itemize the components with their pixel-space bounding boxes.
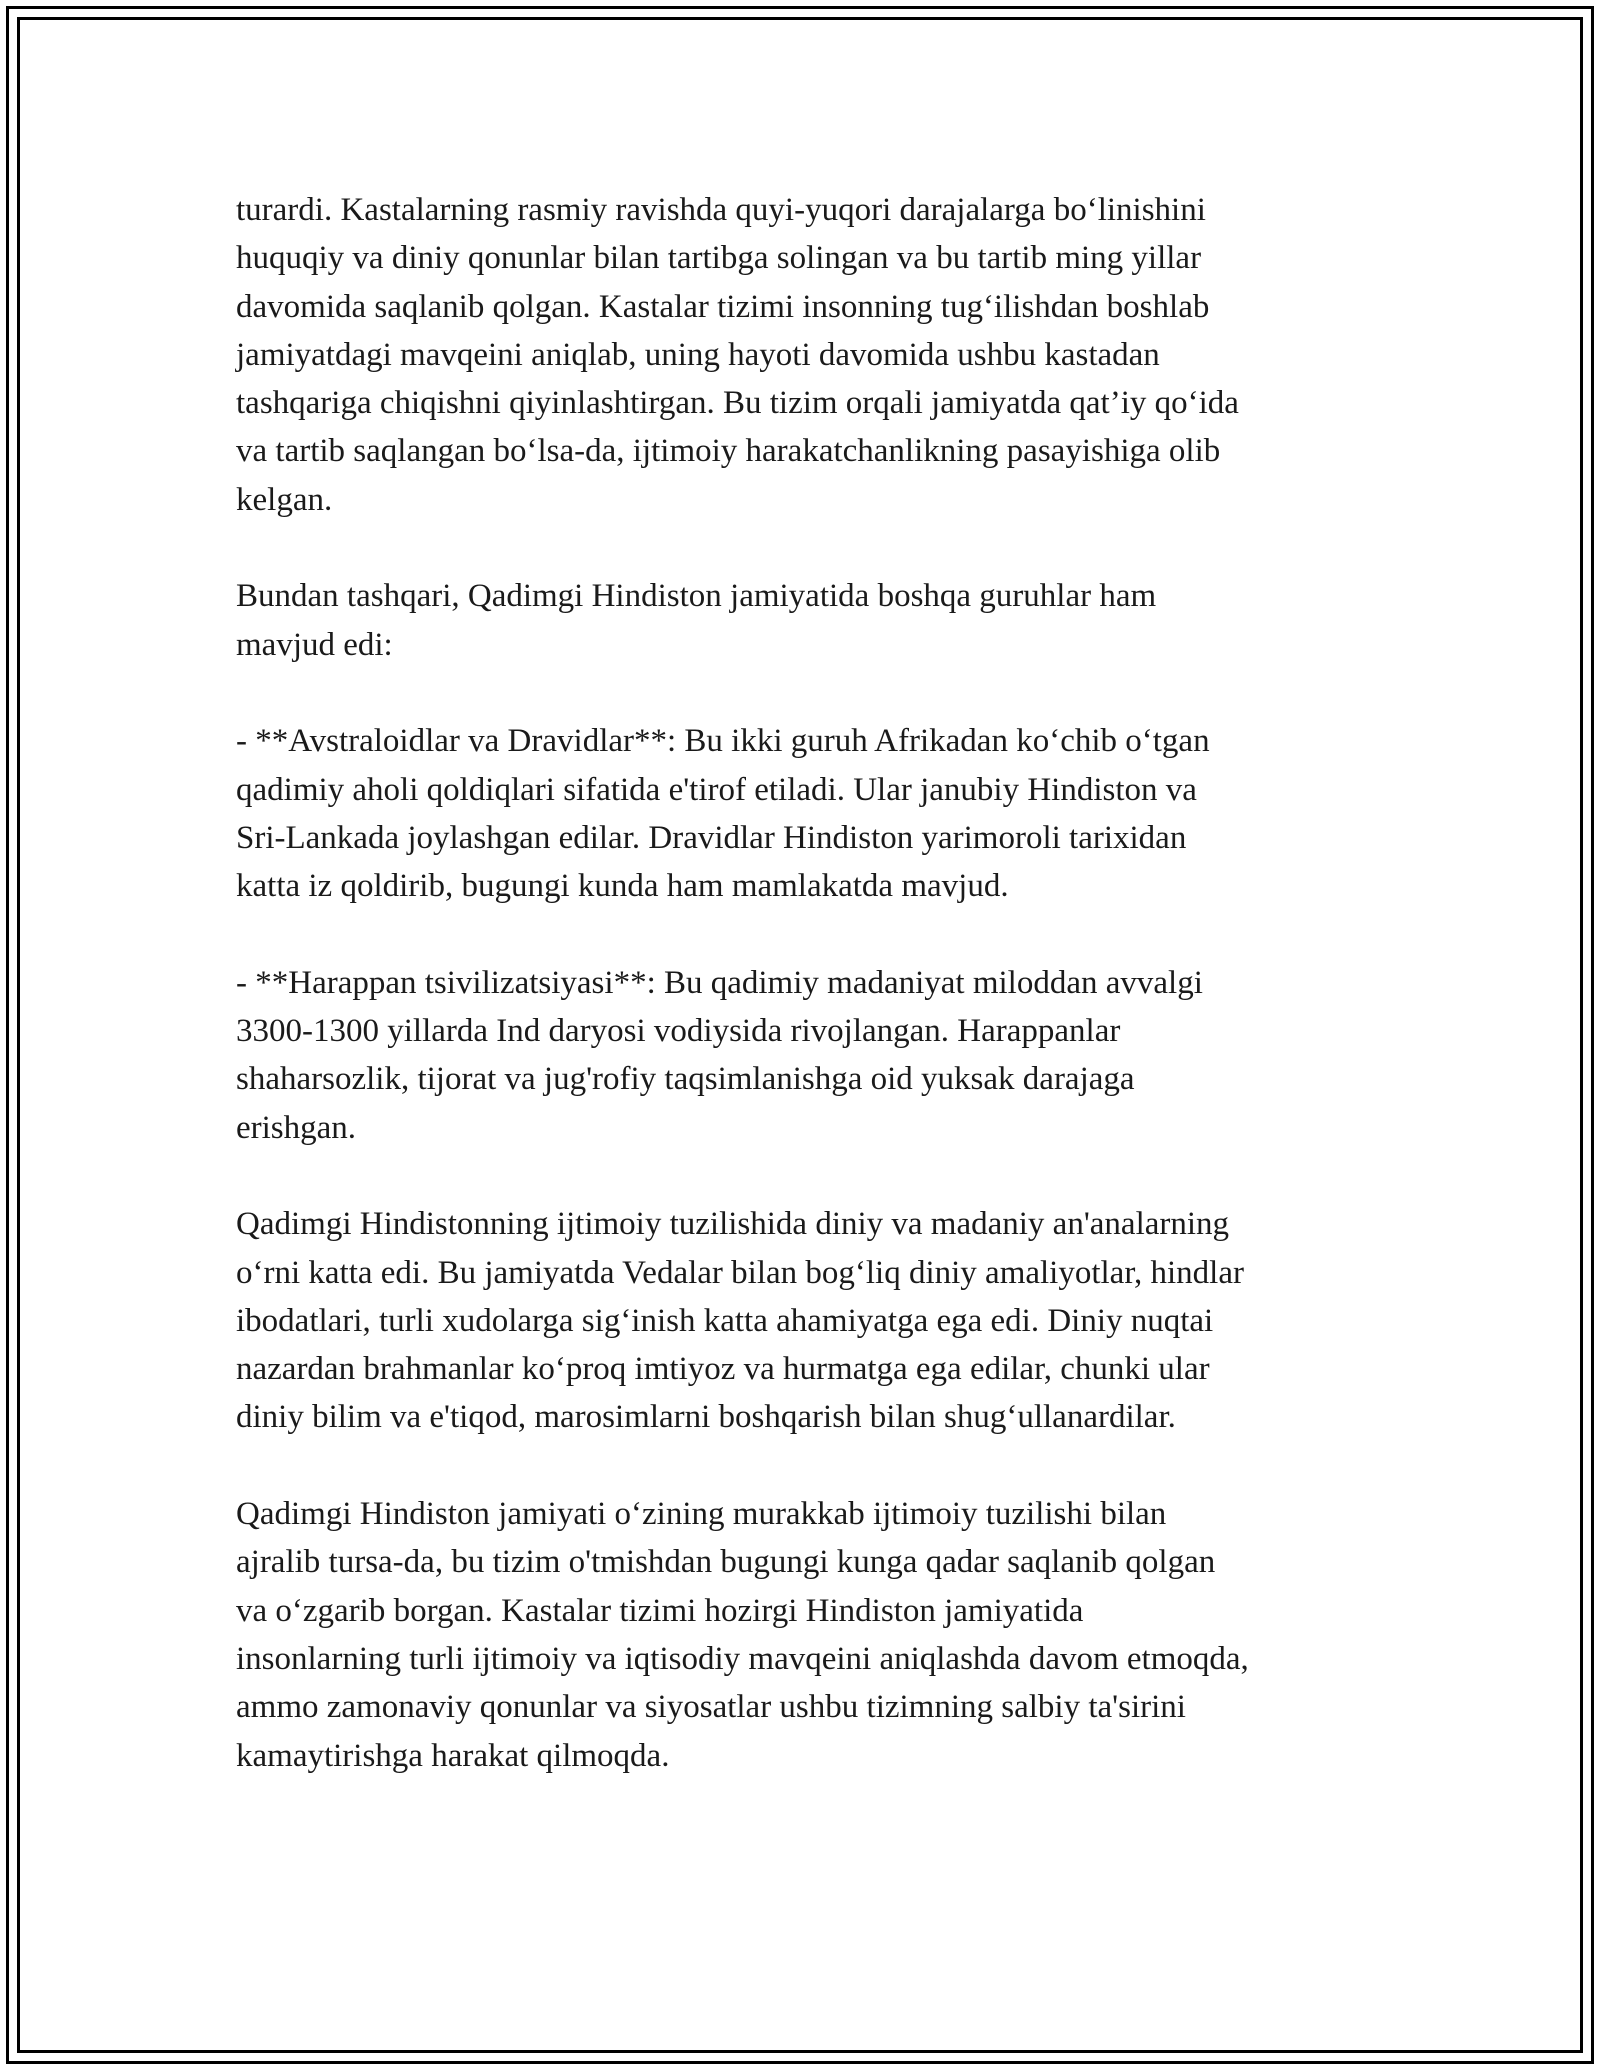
text-line: o‘rni katta edi. Bu jamiyatda Vedalar bilan bog‘liq diniy amaliyotlar, hindlar <box>236 1254 1244 1291</box>
text-line: diniy bilim va e'tiqod, marosimlarni boshqarish bilan shug‘ullanardilar. <box>236 1399 1176 1436</box>
text-line: mavjud edi: <box>236 626 393 663</box>
text-line: Qadimgi Hindiston jamiyati o‘zining murakkab ijtimoiy tuzilishi bilan <box>236 1496 1167 1533</box>
paragraph <box>236 1200 1376 1441</box>
text-line: huquqiy va diniy qonunlar bilan tartibga solingan va bu tartib ming yillar <box>236 240 1202 277</box>
paragraph <box>236 1490 1376 1780</box>
text-line: insonlarning turli ijtimoiy va iqtisodiy mavqeini aniqlashda davom etmoqda, <box>236 1640 1249 1677</box>
text-line: shaharsozlik, tijorat va jug'rofiy taqsimlanishga oid yuksak darajaga <box>236 1061 1135 1098</box>
text-line: davomida saqlanib qolgan. Kastalar tizimi insonning tug‘ilishdan boshlab <box>236 288 1210 325</box>
text-line: 3300-1300 yillarda Ind daryosi vodiysida rivojlangan. Harappanlar <box>236 1013 1121 1050</box>
text-line: - **Harappan tsivilizatsiyasi**: Bu qadimiy madaniyat miloddan avvalgi <box>236 964 1203 1001</box>
text-line: va tartib saqlangan bo‘lsa-da, ijtimoiy harakatchanlikning pasayishiga olib <box>236 433 1221 470</box>
text-line: tashqariga chiqishni qiyinlashtirgan. Bu tizim orqali jamiyatda qat’iy qo‘ida <box>236 385 1239 422</box>
paragraph <box>236 717 1376 910</box>
text-line: erishgan. <box>236 1109 357 1146</box>
text-line: Bundan tashqari, Qadimgi Hindiston jamiyatida boshqa guruhlar ham <box>236 578 1157 615</box>
text-line: katta iz qoldirib, bugungi kunda ham mamlakatda mavjud. <box>236 868 1009 905</box>
paragraph <box>236 186 1376 524</box>
text-line: kelgan. <box>236 481 333 518</box>
text-line: qadimiy aholi qoldiqlari sifatida e'tirof etiladi. Ular janubiy Hindiston va <box>236 771 1197 808</box>
text-line: Sri-Lankada joylashgan edilar. Dravidlar Hindiston yarimoroli tarixidan <box>236 819 1187 856</box>
paragraph <box>236 959 1376 1152</box>
text-line: kamaytirishga harakat qilmoqda. <box>236 1737 670 1774</box>
text-line: - **Avstraloidlar va Dravidlar**: Bu ikki guruh Afrikadan ko‘chib o‘tgan <box>236 723 1210 760</box>
text-line: turardi. Kastalarning rasmiy ravishda quyi-yuqori darajalarga bo‘linishini <box>236 192 1206 228</box>
text-line: ammo zamonaviy qonunlar va siyosatlar ushbu tizimning salbiy ta'sirini <box>236 1689 1186 1726</box>
text-line: nazardan brahmanlar ko‘proq imtiyoz va hurmatga ega edilar, chunki ular <box>236 1351 1210 1388</box>
text-line: Qadimgi Hindistonning ijtimoiy tuzilishida diniy va madaniy an'analarning <box>236 1206 1230 1243</box>
text-line: jamiyatdagi mavqeini aniqlab, uning hayoti davomida ushbu kastadan <box>236 336 1160 373</box>
document-body <box>236 186 1376 1828</box>
paragraph <box>236 572 1376 669</box>
text-line: ibodatlari, turli xudolarga sig‘inish katta ahamiyatga ega edi. Diniy nuqtai <box>236 1302 1214 1339</box>
text-line: va o‘zgarib borgan. Kastalar tizimi hozirgi Hindiston jamiyatida <box>236 1592 1084 1629</box>
text-line: ajralib tursa-da, bu tizim o'tmishdan bugungi kunga qadar saqlanib qolgan <box>236 1544 1216 1581</box>
